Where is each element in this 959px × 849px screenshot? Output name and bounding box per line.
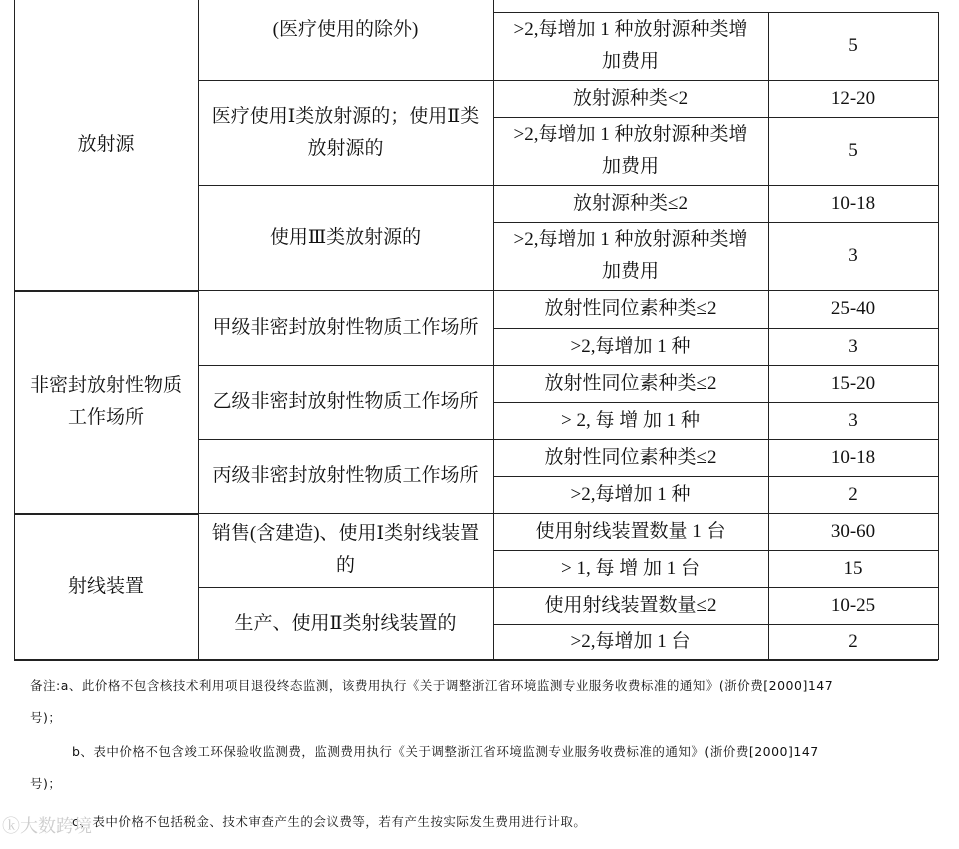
price-cell: 25-40: [830, 298, 876, 319]
table-rule: [14, 290, 198, 292]
column-rule: [14, 0, 15, 660]
table-rule: [493, 290, 938, 291]
condition-cell: >2,每增加 1 种: [570, 483, 691, 505]
price-cell: 3: [848, 409, 858, 431]
condition-cell: 使用射线装置数量≤2: [544, 594, 717, 616]
price-cell: 15: [843, 557, 863, 579]
table-bottom-rule: [14, 659, 938, 661]
table-rule: [493, 222, 938, 223]
price-cell: 5: [848, 140, 858, 161]
condition-cell: 放射性同位素种类≤2: [544, 446, 717, 468]
table-rule: [493, 185, 938, 186]
price-cell: 3: [848, 335, 858, 357]
table-rule: [198, 80, 493, 81]
item-cell: 甲级非密封放射性物质工作场所: [212, 316, 479, 338]
condition-cell: > 1, 每 增 加 1 台: [561, 557, 700, 579]
note-a: 备注:a、此价格不包含核技术利用项目退役终态监测，该费用执行《关于调整浙江省环境监测专业服务收费标准的通知》(浙价费[2000]147: [30, 678, 834, 693]
table-rule: [493, 80, 938, 81]
item-cell: 医疗使用Ⅰ类放射源的；使用Ⅱ类放射源的: [211, 105, 480, 159]
table-rule: [493, 365, 938, 366]
table-rule: [493, 624, 938, 625]
item-cell: 使用Ⅲ类放射源的: [269, 226, 422, 248]
condition-cell: >2,每增加 1 种放射源种类增加费用: [513, 19, 748, 72]
item-cell: 丙级非密封放射性物质工作场所: [212, 465, 479, 486]
condition-cell: 放射性同位素种类≤2: [544, 372, 717, 394]
price-cell: 15-20: [830, 372, 876, 394]
condition-cell: >2,每增加 1 种放射源种类增加费用: [513, 229, 748, 282]
condition-cell: >2,每增加 1 种放射源种类增加费用: [513, 124, 748, 177]
price-cell: 12-20: [830, 87, 876, 109]
price-cell: 2: [848, 483, 858, 505]
condition-cell: 放射源种类<2: [572, 87, 689, 109]
price-cell: 30-60: [830, 520, 876, 542]
note-b-cont: 号)；: [30, 776, 62, 791]
table-rule: [493, 439, 938, 440]
table-rule: [198, 587, 493, 588]
table-rule: [493, 117, 938, 118]
price-cell: 5: [848, 35, 858, 56]
condition-cell: 放射源种类≤2: [573, 192, 688, 214]
category-cell: 非密封放射性物质工作场所: [29, 374, 182, 428]
table-rule: [198, 185, 493, 186]
table-rule: [493, 513, 938, 514]
table-rule: [493, 12, 938, 13]
table-rule: [493, 476, 938, 477]
item-cell: 销售(含建造)、使用Ⅰ类射线装置的: [211, 523, 480, 576]
table-rule: [198, 513, 493, 514]
category-cell: 放射源: [77, 134, 135, 155]
table-rule: [493, 402, 938, 403]
item-cell: (医疗使用的除外): [272, 19, 419, 40]
table-rule: [493, 328, 938, 329]
price-cell: 10-25: [830, 594, 876, 616]
table-rule: [493, 550, 938, 551]
note-c: c、表中价格不包括税金、技术审查产生的会议费等，若有产生按实际发生费用进行计取。: [72, 814, 587, 829]
price-cell: 3: [848, 245, 858, 266]
category-cell: 射线装置: [67, 575, 144, 597]
condition-cell: 使用射线装置数量 1 台: [535, 520, 726, 542]
table-rule: [198, 290, 493, 291]
table-rule: [198, 439, 493, 440]
table-rule: [198, 365, 493, 366]
column-rule: [198, 0, 199, 660]
item-cell: 生产、使用Ⅱ类射线装置的: [234, 612, 457, 634]
note-a-cont: 号)；: [30, 710, 62, 725]
price-cell: 10-18: [830, 446, 876, 468]
price-cell: 10-18: [830, 192, 876, 214]
item-cell: 乙级非密封放射性物质工作场所: [212, 391, 479, 412]
column-rule: [938, 12, 939, 660]
watermark-logo: ⓚ大数跨境: [2, 816, 92, 837]
condition-cell: > 2, 每 增 加 1 种: [561, 409, 700, 431]
column-rule: [768, 12, 769, 660]
condition-cell: >2,每增加 1 种: [570, 335, 691, 357]
column-rule: [493, 0, 494, 660]
condition-cell: >2,每增加 1 台: [570, 631, 691, 652]
price-cell: 2: [848, 631, 858, 652]
note-b: b、表中价格不包含竣工环保验收监测费，监测费用执行《关于调整浙江省环境监测专业服务收费标准的通知》(浙价费[2000]147: [72, 744, 819, 759]
condition-cell: 放射性同位素种类≤2: [544, 298, 717, 319]
table-rule: [493, 587, 938, 588]
table-rule: [14, 513, 198, 515]
